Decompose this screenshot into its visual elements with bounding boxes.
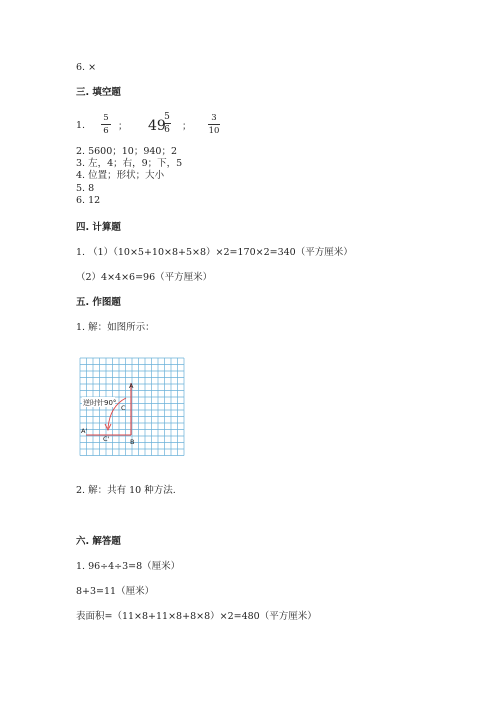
fill-q1-separator: ； [118, 121, 128, 132]
fill-answer-line: 3. 左，4；右，9；下，5 [76, 158, 183, 169]
solve-answer-line-1: 1. 96÷4÷3=8（厘米） [76, 561, 181, 572]
point-a-prime-label: A' [81, 427, 88, 435]
section-4-heading: 四. 计算题 [76, 222, 121, 233]
solve-answer-line-2: 8+3=11（厘米） [76, 586, 155, 597]
section-5-heading: 五. 作图题 [76, 297, 121, 308]
fill-answer-line: 6. 12 [76, 195, 101, 206]
fill-q1-mixed-fraction [163, 112, 171, 135]
drawing-q1-answer: 1. 解：如图所示： [76, 322, 155, 333]
fill-answer-line: 5. 8 [76, 183, 95, 194]
point-c-prime-label: C' [103, 435, 110, 443]
fraction-denominator: 10 [208, 126, 220, 136]
rotation-grid-figure [78, 356, 190, 460]
fill-q1-fraction-1 [101, 113, 111, 136]
fill-q1-separator: ； [182, 121, 192, 132]
fraction-numerator: 5 [103, 113, 109, 123]
fill-q1-fraction-2 [208, 113, 220, 136]
section-3-heading: 三. 填空题 [76, 87, 121, 98]
rotation-label: 逆时针90° [83, 399, 117, 407]
point-a-label: A [129, 382, 134, 390]
fraction-denominator: 6 [164, 125, 170, 135]
solve-answer-line-3: 表面积=（11×8+11×8+8×8）×2=480（平方厘米） [76, 611, 317, 622]
fill-answer-line: 2. 5600；10；940；2 [76, 146, 178, 157]
fraction-denominator: 6 [103, 126, 109, 136]
fraction-numerator: 3 [211, 113, 217, 123]
section-6-heading: 六. 解答题 [76, 536, 121, 547]
point-b-label: B [130, 438, 135, 446]
fill-answer-line: 4. 位置；形状；大小 [76, 170, 165, 181]
drawing-q2-answer: 2. 解：共有 10 种方法. [76, 485, 176, 496]
fill-q1-label: 1. [76, 120, 86, 131]
fraction-numerator: 5 [164, 112, 170, 122]
calc-answer-line-2: （2）4×4×6=96（平方厘米） [76, 272, 213, 283]
calc-answer-line-1: 1. （1）（10×5+10×8+5×8）×2=170×2=340（平方厘米） [76, 247, 353, 258]
fill-q1-mixed-whole: 49 [148, 118, 166, 134]
point-c-label: C [121, 404, 126, 412]
answer-6-true-false: 6. × [76, 62, 97, 73]
